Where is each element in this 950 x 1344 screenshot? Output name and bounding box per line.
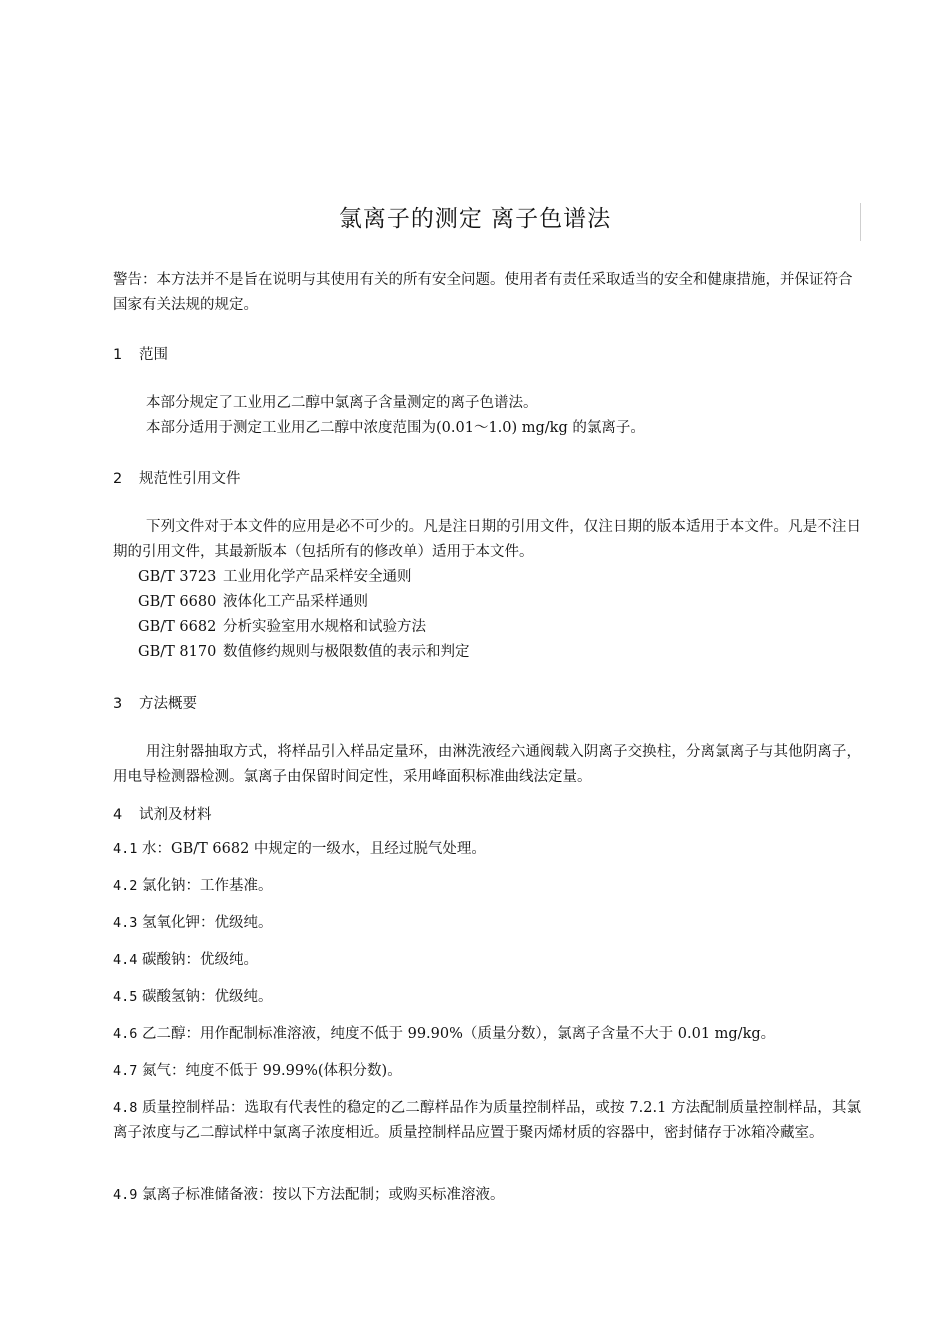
section-number: 1 [113, 347, 123, 363]
reference-code: GB/T 8170 [138, 644, 217, 660]
reference-item [138, 615, 426, 640]
section-title: 试剂及材料 [139, 807, 212, 823]
item-number: 4.6 [113, 1026, 138, 1042]
item-number: 4.8 [113, 1100, 138, 1116]
section-3-heading [113, 692, 197, 713]
item-number: 4.2 [113, 878, 138, 894]
list-item [113, 911, 861, 936]
reference-title: 数值修约规则与极限数值的表示和判定 [223, 644, 470, 660]
item-text: 乙二醇：用作配制标准溶液，纯度不低于 99.90%（质量分数），氯离子含量不大于 0.01 mg/kg。 [142, 1026, 776, 1042]
section-1-heading [113, 343, 168, 364]
item-text: 氢氧化钾：优级纯。 [142, 915, 273, 931]
section-3-paragraph-1: 用注射器抽取方式，将样品引入样品定量环，由淋洗液经六通阀载入阴离子交换柱，分离氯离子与其他阴离子，用电导检测器检测。氯离子由保留时间定性，采用峰面积标准曲线法定量。 [113, 744, 861, 785]
section-number: 4 [113, 807, 123, 823]
list-item [113, 1183, 861, 1208]
list-item [113, 837, 861, 862]
section-number: 2 [113, 471, 123, 487]
item-number: 4.9 [113, 1187, 138, 1203]
section-4-heading [113, 803, 212, 824]
list-item [113, 1022, 861, 1047]
item-number: 4.4 [113, 952, 138, 968]
reference-code: GB/T 6682 [138, 619, 217, 635]
section-1-paragraph-1: 本部分规定了工业用乙二醇中氯离子含量测定的离子色谱法。 [146, 395, 538, 411]
section-title: 规范性引用文件 [139, 471, 241, 487]
item-text: 氮气：纯度不低于 99.99%(体积分数)。 [142, 1063, 402, 1079]
list-item [113, 948, 861, 973]
section-2-heading [113, 467, 241, 488]
reference-item [138, 565, 412, 590]
list-item [113, 874, 861, 899]
document-title: 氯离子的测定 离子色谱法 [338, 206, 612, 232]
item-number: 4.7 [113, 1063, 138, 1079]
reference-title: 工业用化学产品采样安全通则 [223, 569, 412, 585]
section-number: 3 [113, 696, 123, 712]
reference-item [138, 640, 470, 665]
list-item [113, 1096, 861, 1146]
item-text: 氯离子标准储备液：按以下方法配制；或购买标准溶液。 [142, 1187, 505, 1203]
warning-text: 警告：本方法并不是旨在说明与其使用有关的所有安全问题。使用者有责任采取适当的安全和健康措施，并保证符合国家有关法规的规定。 [113, 272, 853, 313]
section-title: 方法概要 [139, 696, 197, 712]
item-text: 碳酸氢钠：优级纯。 [142, 989, 273, 1005]
section-title: 范围 [139, 347, 168, 363]
item-number: 4.1 [113, 841, 138, 857]
section-2-paragraph-1: 下列文件对于本文件的应用是必不可少的。凡是注日期的引用文件，仅注日期的版本适用于本文件。凡是不注日期的引用文件，其最新版本（包括所有的修改单）适用于本文件。 [113, 519, 861, 560]
list-item [113, 985, 861, 1010]
item-text: 质量控制样品：选取有代表性的稳定的乙二醇样品作为质量控制样品，或按 7.2.1 方法配制质量控制样品，其氯离子浓度与乙二醇试样中氯离子浓度相近。质量控制样品应置于聚丙烯材质的容器中，密封储存于冰箱冷藏室。 [113, 1100, 862, 1141]
margin-rule [860, 203, 861, 241]
reference-title: 分析实验室用水规格和试验方法 [223, 619, 426, 635]
reference-code: GB/T 6680 [138, 594, 217, 610]
list-item [113, 1059, 861, 1084]
section-1-paragraph-2: 本部分适用于测定工业用乙二醇中浓度范围为(0.01～1.0) mg/kg 的氯离子。 [146, 420, 645, 436]
reference-code: GB/T 3723 [138, 569, 217, 585]
reference-title: 液体化工产品采样通则 [223, 594, 368, 610]
reference-item [138, 590, 368, 615]
item-number: 4.3 [113, 915, 138, 931]
item-text: 氯化钠：工作基准。 [142, 878, 273, 894]
item-text: 水：GB/T 6682 中规定的一级水，且经过脱气处理。 [142, 841, 486, 857]
item-number: 4.5 [113, 989, 138, 1005]
item-text: 碳酸钠：优级纯。 [142, 952, 258, 968]
